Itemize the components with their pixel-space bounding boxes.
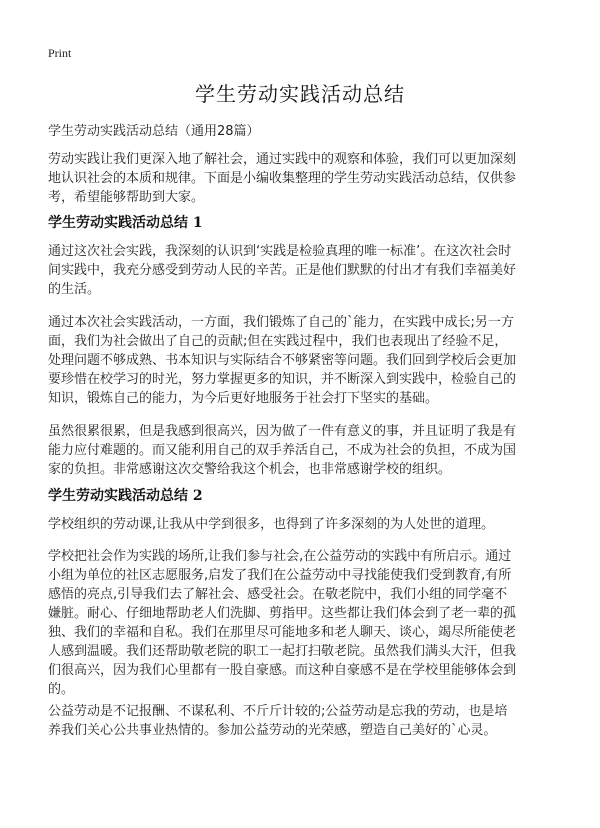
text-line: 们很高兴，因为我们心里都有一股自豪感。而这种自豪感不是在学校里能够体会到	[48, 663, 517, 678]
paragraph	[48, 422, 568, 479]
text-line: 劳动实践让我们更深入地了解社会，通过实践中的观察和体验，我们可以更加深刻	[48, 152, 517, 167]
text-line: 通过本次社会实践活动，一方面，我们锻炼了自己的`能力，在实践中成长;另一方	[48, 315, 514, 330]
page-title: 学生劳动实践活动总结	[195, 82, 405, 106]
text-line: 公益劳动是不记报酬、不谋私利、不斤斤计较的;公益劳动是忘我的劳动，也是培	[48, 704, 508, 719]
text-line: 的。	[48, 682, 75, 697]
text-line: 人感到温暖。我们还帮助敬老院的职工一起打扫敬老院。虽然我们满头大汗，但我	[48, 644, 517, 659]
text-line: 学校组织的劳动课,让我从中学到很多，也得到了许多深刻的为人处世的道理。	[48, 517, 495, 532]
text-line: 面，我们为社会做出了自己的贡献;但在实践过程中，我们也表现出了经验不足，	[48, 334, 508, 349]
text-line: 嫌脏。耐心、仔细地帮助老人们洗脚、剪指甲。这些都让我们体会到了老一辈的孤	[48, 606, 517, 621]
paragraph	[48, 242, 568, 299]
print-label[interactable]: Print	[48, 46, 72, 60]
text-line: 家的负担。非常感谢这次交警给我这个机会，也非常感谢学校的组织。	[48, 462, 452, 477]
text-line: 虽然很累很累，但是我感到很高兴，因为做了一件有意义的事，并且证明了我是有	[48, 424, 517, 439]
paragraph	[48, 702, 568, 740]
document-subtitle: 学生劳动实践活动总结（通用28篇）	[48, 124, 260, 139]
text-line: 要珍惜在校学习的时光，努力掌握更多的知识，并不断深入到实践中，检验自己的	[48, 372, 517, 387]
text-line: 小组为单位的社区志愿服务,启发了我们在公益劳动中寻找能使我们受到教育,有所	[48, 568, 512, 583]
text-line: 通过这次社会实践，我深刻的认识到‘实践是检验真理的唯一标准’。在这次社会时	[48, 244, 512, 259]
text-line: 处理问题不够成熟、书本知识与实际结合不够紧密等问题。我们回到学校后会更加	[48, 353, 517, 368]
text-line: 感悟的亮点,引导我们去了解社会、感受社会。在敬老院中，我们小组的同学毫不	[48, 587, 508, 602]
paragraph	[48, 547, 568, 699]
text-line: 学校把社会作为实践的场所,让我们参与社会,在公益劳动的实践中有所启示。通过	[48, 549, 512, 564]
text-line: 地认识社会的本质和规律。下面是小编收集整理的学生劳动实践活动总结，仅供参	[48, 171, 517, 186]
paragraph	[48, 313, 568, 408]
text-line: 养我们关心公共事业热情的。参加公益劳动的光荣感，塑造自己美好的`心灵。	[48, 723, 497, 738]
text-line: 知识，锻炼自己的能力，为今后更好地服务于社会打下坚实的基础。	[48, 391, 439, 406]
text-line: 独、我们的幸福和自私。我们在那里尽可能地多和老人聊天、谈心，竭尽所能使老	[48, 625, 517, 640]
paragraph	[48, 515, 568, 534]
text-line: 的生活。	[48, 282, 101, 297]
text-line: 间实践中，我充分感受到劳动人民的辛苦。正是他们默默的付出才有我们幸福美好	[48, 263, 517, 278]
text-line: 考，希望能够帮助到大家。	[48, 190, 205, 205]
intro-paragraph	[48, 150, 568, 207]
section-heading-2: 学生劳动实践活动总结 2	[48, 488, 203, 504]
section-heading-1: 学生劳动实践活动总结 1	[48, 215, 203, 231]
text-line: 能力应付难题的。而又能利用自己的双手养活自己，不成为社会的负担，不成为国	[48, 443, 517, 458]
